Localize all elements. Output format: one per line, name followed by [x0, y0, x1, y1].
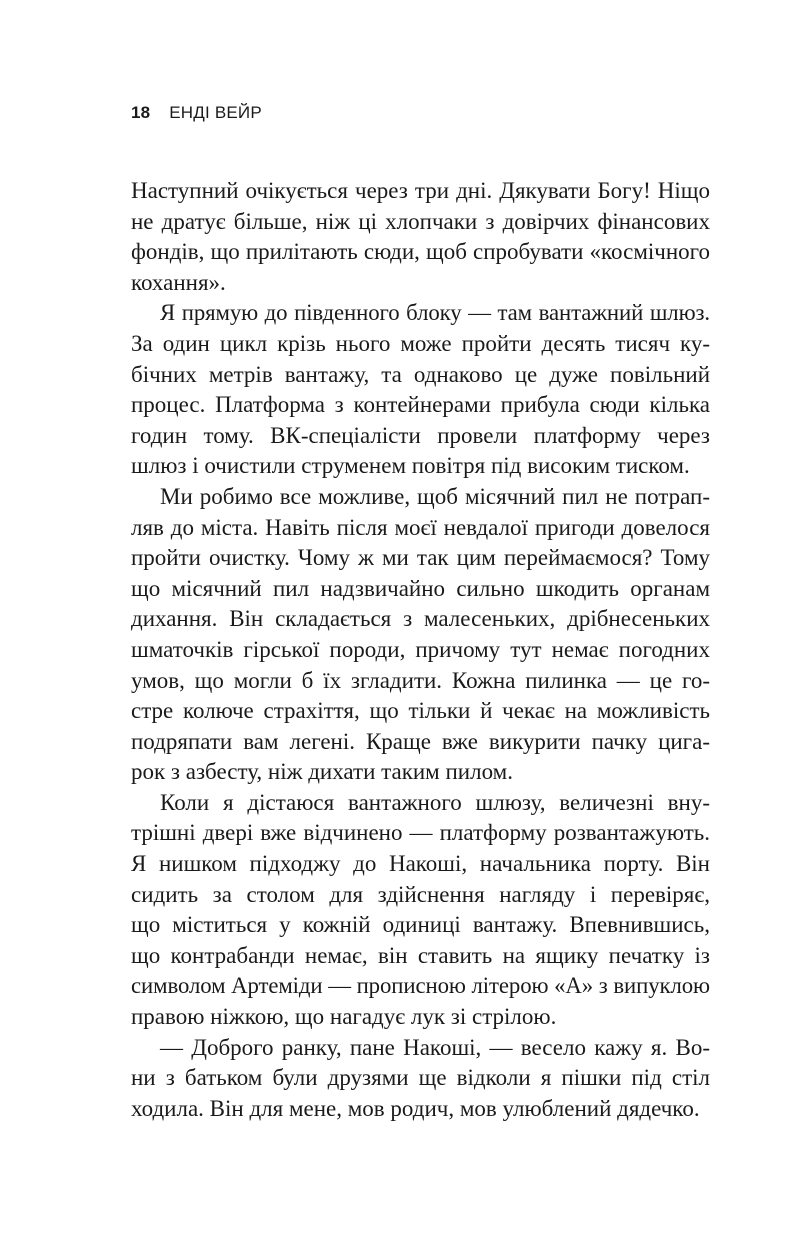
body-text — [131, 176, 710, 1124]
paragraph-2 — [131, 298, 710, 482]
text-line: ляв до міста. Навіть після моєї невдалої пригоди довелося — [131, 514, 710, 540]
text-line: годин тому. ВК-спеціалісти провели платформу через — [131, 422, 710, 448]
text-line: умов, що могли б їх згладити. Кожна пилинка — це го- — [131, 667, 710, 693]
text-line: Ми робимо все можливе, щоб місячний пил не потрап- — [160, 483, 710, 509]
text-line: подряпати вам легені. Краще вже викурити пачку цига- — [131, 728, 710, 754]
text-line: трішні двері вже відчинено — платформу розвантажують. — [131, 820, 710, 846]
text-line: За один цикл крізь нього може пройти десять тисяч ку- — [131, 330, 710, 356]
text-line: правою ніжкою, що нагадує лук зі стрілою. — [131, 1004, 557, 1030]
text-line: процес. Платформа з контейнерами прибула сюди кілька — [131, 392, 710, 418]
text-line: шлюз і очистили струменем повітря під високим тиском. — [131, 453, 690, 479]
text-line: шматочків гірської породи, причому тут немає погодних — [131, 636, 710, 662]
text-line: символом Артеміди — прописною літерою «А» з випуклою — [131, 973, 710, 999]
text-line: не дратує більше, ніж ці хлопчаки з довірчих фінансових — [131, 208, 710, 234]
text-line: кохання». — [131, 269, 226, 295]
page-number: 18 — [131, 103, 151, 122]
paragraph-3 — [131, 482, 710, 788]
text-line: Коли я дістаюся вантажного шлюзу, величезні вну- — [160, 789, 710, 815]
text-line: дихання. Він складається з малесеньких, дрібнесеньких — [131, 606, 710, 632]
text-line: що місячний пил надзвичайно сильно шкодить органам — [131, 575, 710, 601]
paragraph-4 — [131, 788, 710, 1033]
text-line: рок з азбесту, ніж дихати таким пилом. — [131, 759, 513, 785]
text-line: сидить за столом для здійснення нагляду і перевіряє, — [131, 881, 710, 907]
text-line: ходила. Він для мене, мов родич, мов улюблений дядечко. — [131, 1095, 700, 1121]
text-line: фондів, що прилітають сюди, щоб спробувати «космічного — [131, 239, 710, 265]
paragraph-1 — [131, 176, 710, 298]
paragraph-5 — [131, 1033, 710, 1125]
text-line: стре колюче страхіття, що тільки й чекає на можливість — [131, 698, 710, 724]
text-line: Я прямую до південного блоку — там вантажний шлюз. — [160, 300, 710, 326]
text-line: — Доброго ранку, пане Накоші, — весело кажу я. Во- — [160, 1034, 710, 1060]
text-line: пройти очистку. Чому ж ми так цим переймаємося? Тому — [131, 545, 710, 571]
text-line: що контрабанди немає, він ставить на ящику печатку із — [131, 942, 710, 968]
running-head — [131, 103, 262, 123]
running-head-author: ЕНДІ ВЕЙР — [169, 103, 262, 122]
text-line: Я нишком підходжу до Накоші, начальника порту. Він — [131, 851, 710, 877]
text-line: бічних метрів вантажу, та однаково це дуже повільний — [131, 361, 710, 387]
text-line: Наступний очікується через три дні. Дякувати Богу! Ніщо — [131, 178, 710, 203]
text-line: що міститься у кожній одиниці вантажу. Впевнившись, — [131, 912, 710, 938]
text-line: ни з батьком були друзями ще відколи я пішки під стіл — [131, 1065, 710, 1091]
